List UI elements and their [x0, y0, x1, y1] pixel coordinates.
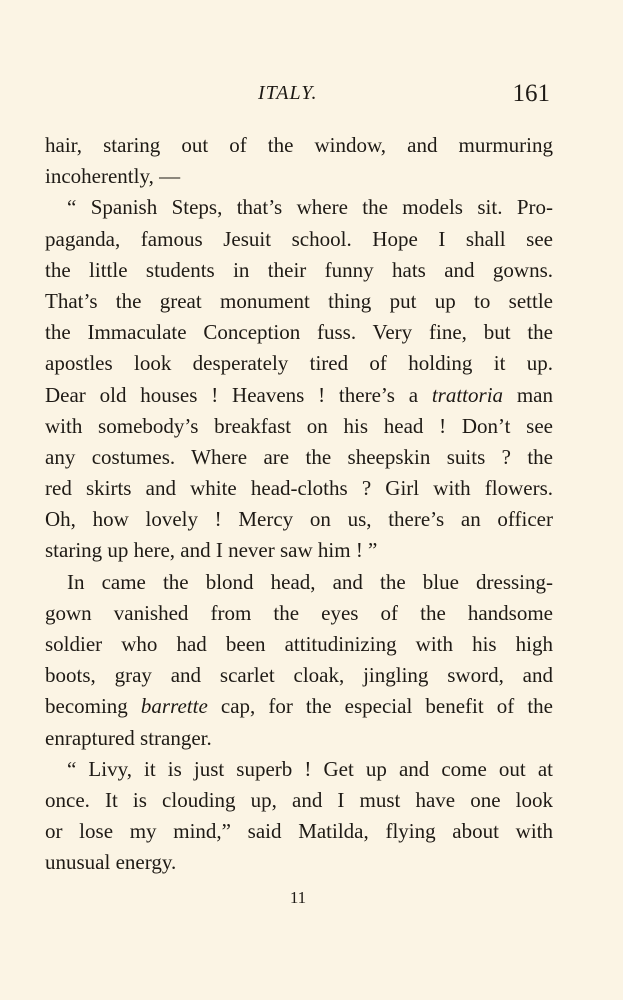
text-line-16: gown vanished from the eyes of the handsome: [45, 600, 553, 625]
text-line-7: the Immaculate Conception fuss. Very fine, but the: [45, 320, 553, 345]
text-line-12: red skirts and white head-cloths ? Girl with flowers.: [45, 476, 553, 501]
italic-word-trattoria: trattoria: [431, 382, 504, 407]
text-line-19: [45, 691, 553, 722]
text-line-10: with somebody’s breakfast on his head ! Don’t see: [45, 413, 553, 438]
text-line-9: [45, 380, 553, 411]
text-line-5: the little students in their funny hats and gowns.: [45, 257, 553, 282]
text-line-9-before: Dear old houses ! Heavens ! there’s a: [45, 382, 432, 407]
text-line-9-after: man: [503, 382, 553, 407]
running-title: ITALY.: [258, 82, 318, 104]
text-line-13: Oh, how lovely ! Mercy on us, there’s an officer: [45, 507, 553, 532]
running-head: [45, 80, 550, 112]
text-line-4: paganda, famous Jesuit school. Hope I shall see: [45, 226, 553, 251]
text-line-6: That’s the great monument thing put up to settle: [45, 288, 553, 313]
text-line-19-before: becoming: [45, 694, 141, 719]
body-text: [45, 130, 553, 879]
page-number: 161: [512, 80, 550, 107]
text-line-22: once. It is clouding up, and I must have one look: [45, 787, 553, 812]
italic-word-barrette: barrette: [140, 694, 208, 719]
text-line-15: In came the blond head, and the blue dressing-: [67, 569, 553, 594]
text-line-23: or lose my mind,” said Matilda, flying about with: [45, 819, 553, 844]
text-line-14: staring up here, and I never saw him ! ”: [45, 538, 378, 563]
signature-mark: 11: [289, 888, 307, 907]
text-line-11: any costumes. Where are the sheepskin suits ? the: [45, 444, 553, 469]
text-line-2: incoherently, —: [45, 164, 181, 189]
text-line-1: hair, staring out of the window, and murmuring: [45, 133, 553, 157]
text-line-8: apostles look desperately tired of holding it up.: [45, 351, 553, 376]
text-line-3: “ Spanish Steps, that’s where the models sit. Pro-: [67, 195, 553, 220]
text-line-17: soldier who had been attitudinizing with his high: [45, 632, 553, 656]
text-line-18: boots, gray and scarlet cloak, jingling sword, and: [45, 663, 553, 688]
text-line-20: enraptured stranger.: [45, 725, 212, 750]
text-line-21: “ Livy, it is just superb ! Get up and come out at: [67, 756, 553, 781]
text-line-19-after: cap, for the especial benefit of the: [207, 694, 553, 719]
text-line-24: unusual energy.: [45, 850, 177, 875]
